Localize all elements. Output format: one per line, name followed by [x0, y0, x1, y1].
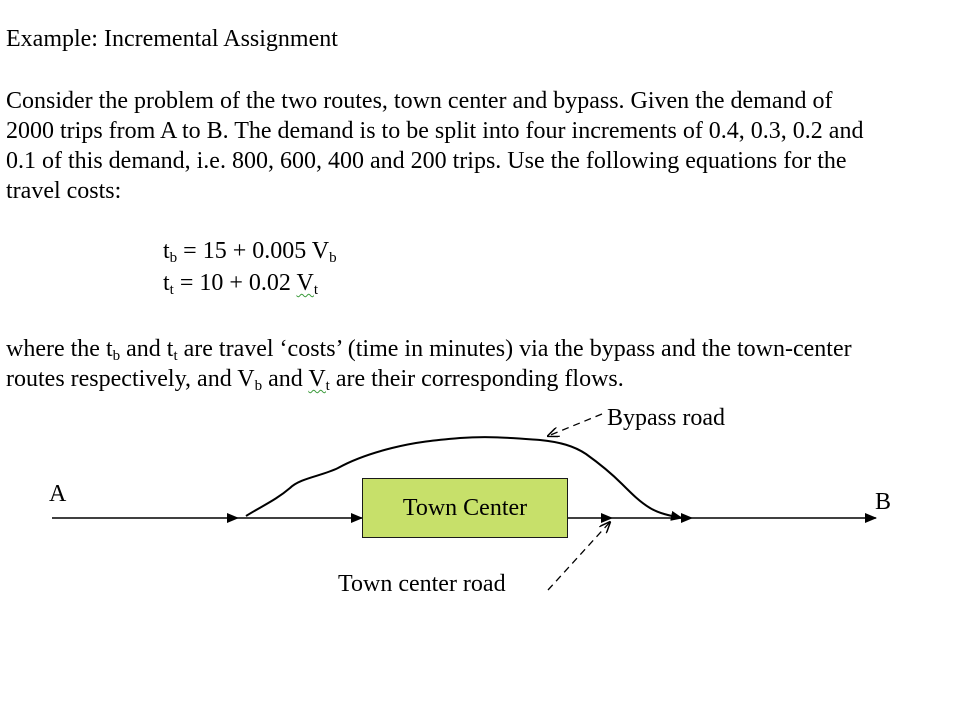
problem-line: 0.1 of this demand, i.e. 800, 600, 400 and 200 trips. Use the following equations for the	[6, 148, 847, 174]
problem-line: Consider the problem of the two routes, town center and bypass. Given the demand of	[6, 88, 833, 114]
eq2-rhs-var: V	[296, 270, 314, 296]
where-l2-c: are their corresponding flows.	[329, 366, 624, 392]
problem-line: travel costs:	[6, 178, 122, 204]
where-l2-sub2: t	[325, 378, 330, 394]
eq2-rhs: = 10 + 0.02	[173, 270, 297, 296]
where-l2-b: and	[262, 366, 309, 392]
problem-line: 2000 trips from A to B. The demand is to be split into four increments of 0.4, 0.3, 0.2 and	[6, 118, 864, 144]
where-l1-sub1: b	[112, 348, 121, 364]
eq2-rhs-sub: t	[313, 282, 318, 298]
where-l1-c: are travel ‘costs’ (time in minutes) via the bypass and the town-center	[177, 336, 852, 362]
where-l2-sub1: b	[254, 378, 263, 394]
eq1-rhs: = 15 + 0.005 V	[177, 238, 330, 264]
eq2-lhs-var: t	[163, 270, 170, 296]
where-l2-var: V	[308, 366, 326, 392]
example-title: Example: Incremental Assignment	[6, 26, 338, 52]
town-center-label: Town Center	[402, 494, 528, 521]
eq1-rhs-sub: b	[329, 250, 337, 266]
where-l2-a: routes respectively, and V	[6, 366, 255, 392]
where-l1-sub2: t	[173, 348, 178, 364]
eq1-lhs-var: t	[163, 238, 170, 264]
where-l1-b: and t	[120, 336, 174, 362]
town-center-box	[362, 478, 568, 538]
node-b-label: B	[875, 489, 892, 515]
bypass-road-label: Bypass road	[607, 405, 725, 431]
node-a-label: A	[49, 481, 67, 507]
town-center-road-label: Town center road	[338, 571, 506, 597]
bypass-pointer	[548, 414, 602, 436]
eq2-lhs-sub: t	[169, 282, 174, 298]
where-l1-a: where the t	[6, 336, 113, 362]
eq1-lhs-sub: b	[169, 250, 178, 266]
